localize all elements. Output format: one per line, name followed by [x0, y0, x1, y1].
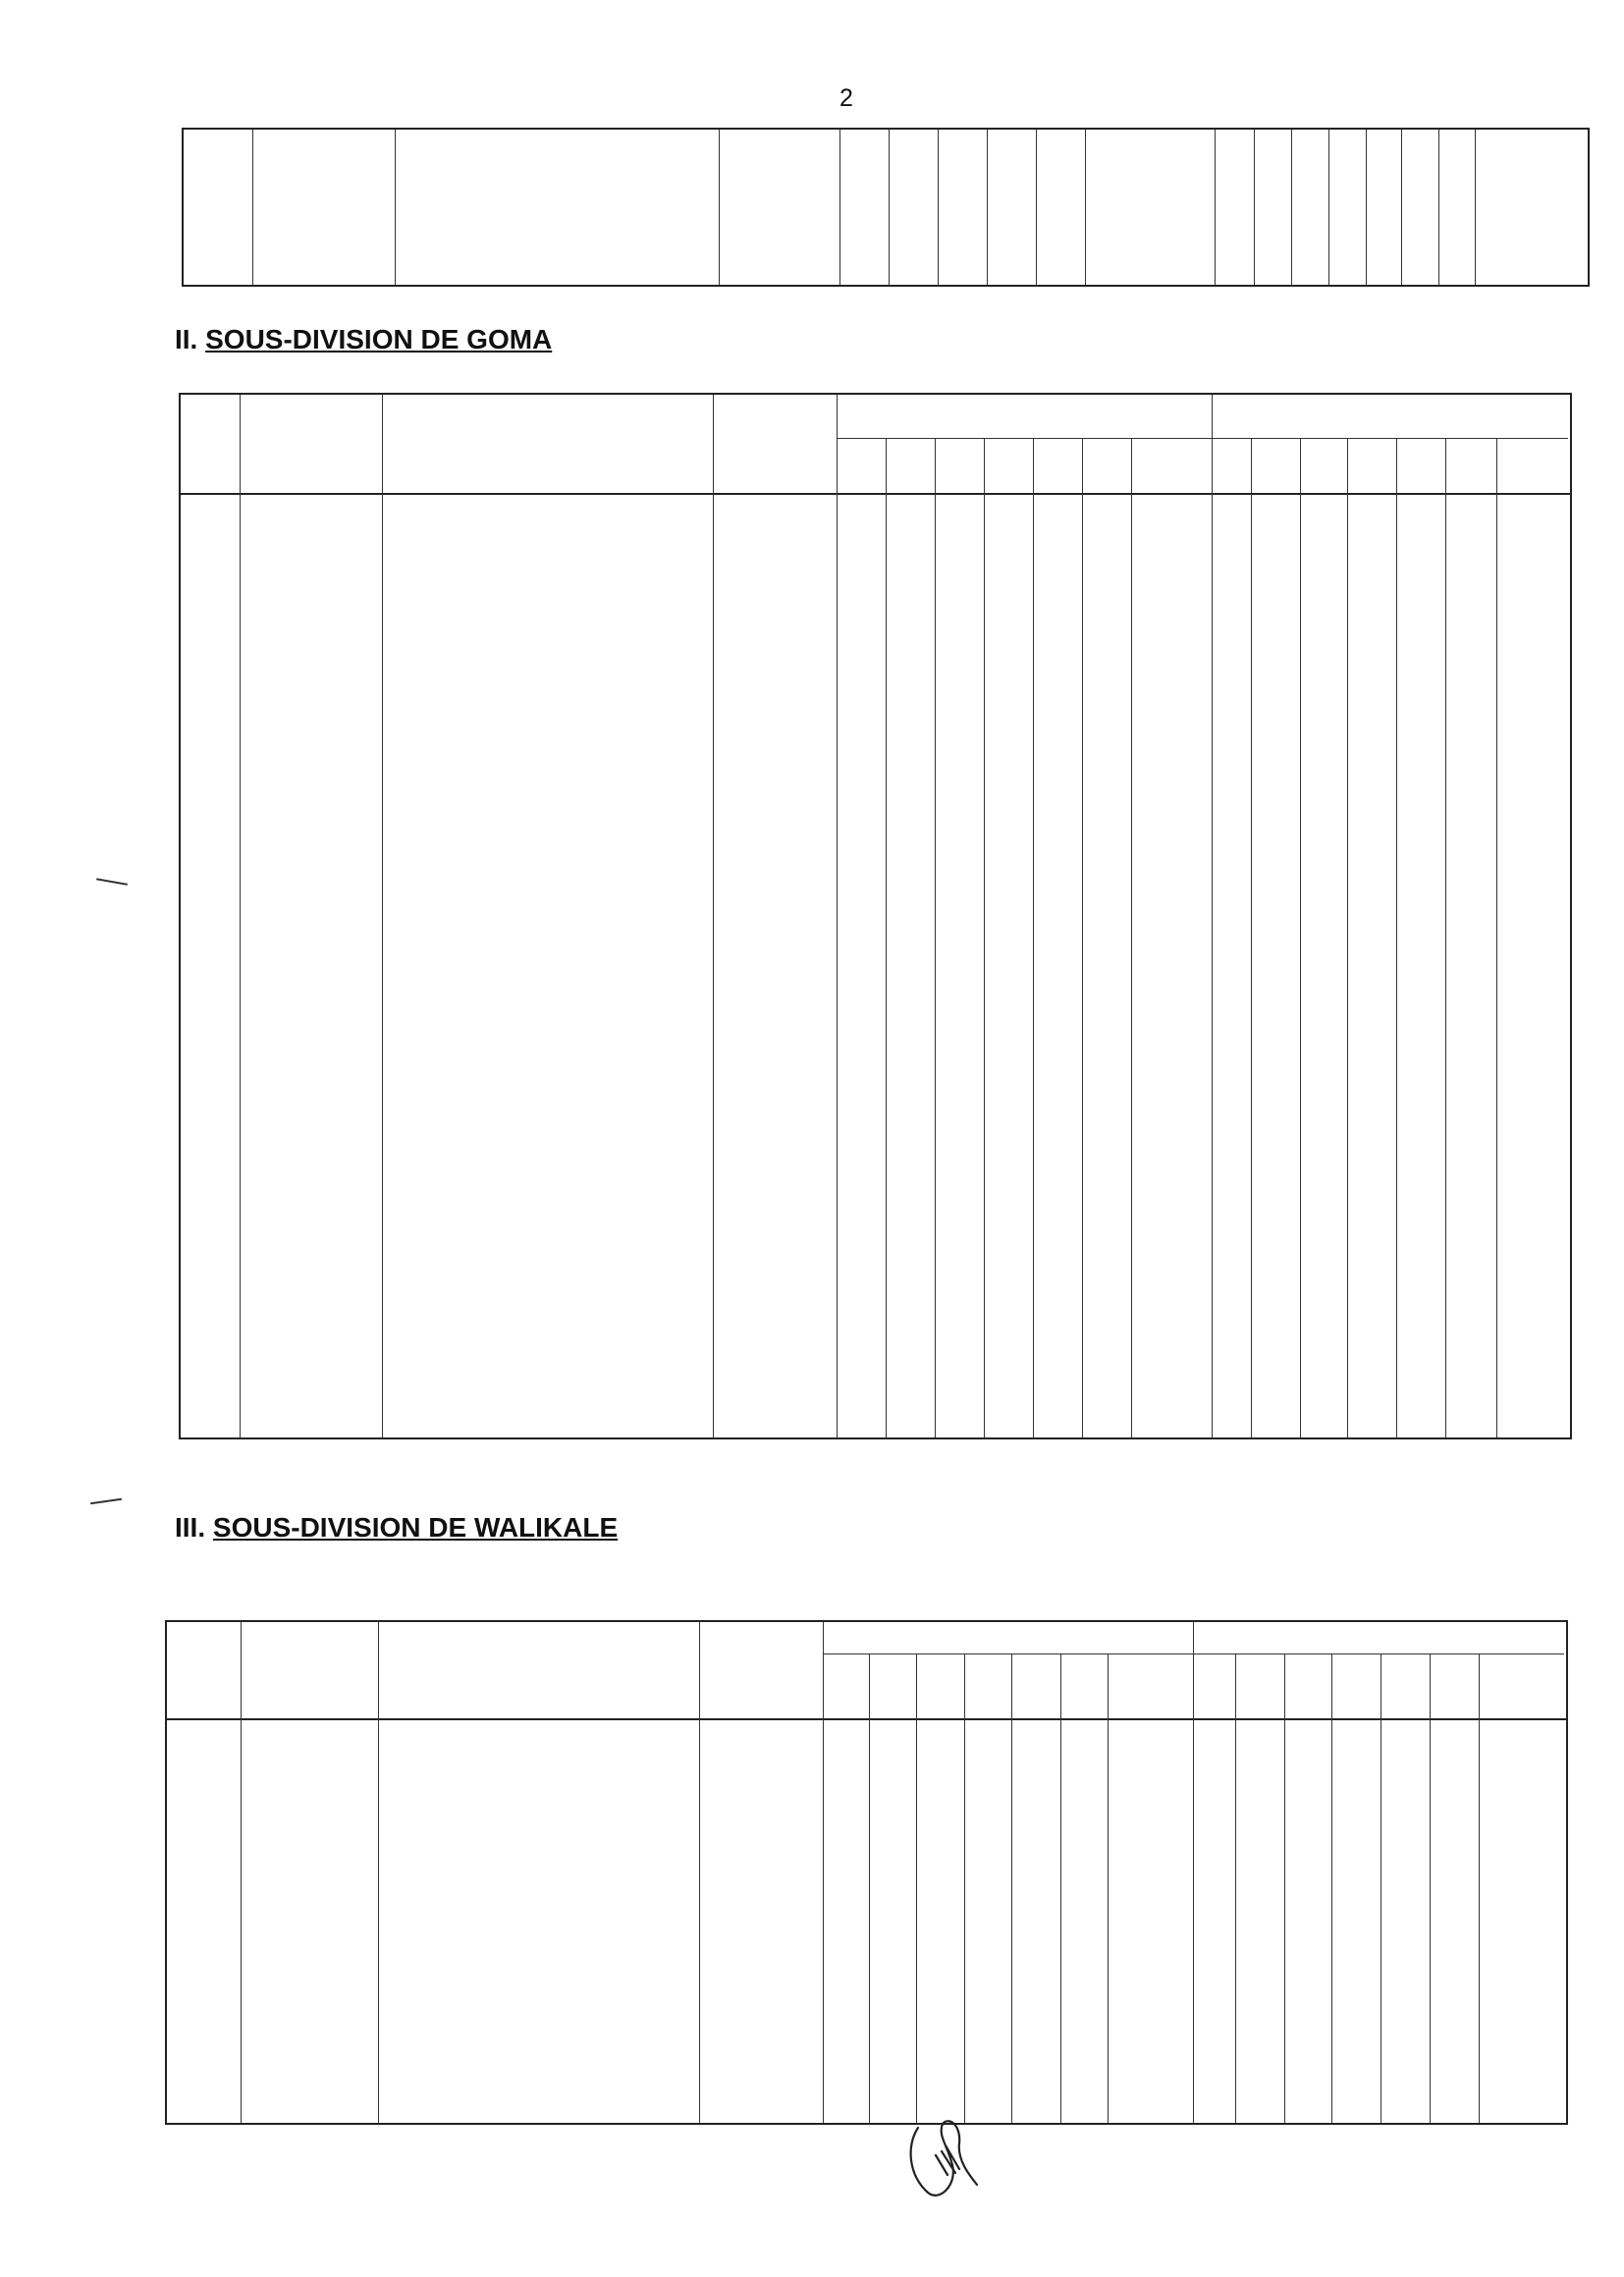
margin-mark — [96, 878, 128, 886]
column-divider — [1380, 1654, 1381, 2123]
column-divider — [1300, 438, 1301, 1437]
column-divider — [719, 130, 720, 285]
walikale-table — [165, 1620, 1568, 2125]
column-divider — [984, 438, 985, 1437]
column-divider — [1251, 438, 1252, 1437]
column-divider — [1215, 130, 1216, 285]
column-divider — [1131, 438, 1132, 1437]
column-divider — [1235, 1654, 1236, 2123]
column-divider — [938, 130, 939, 285]
column-divider — [987, 130, 988, 285]
section-title-text: SOUS-DIVISION DE GOMA — [205, 324, 553, 354]
column-divider — [1108, 1654, 1109, 2123]
top-table — [182, 128, 1590, 287]
column-divider — [1193, 1622, 1194, 2123]
signature — [898, 2116, 987, 2204]
column-divider — [1284, 1654, 1285, 2123]
column-divider — [916, 1654, 917, 2123]
column-divider — [1430, 1654, 1431, 2123]
column-divider — [1347, 438, 1348, 1437]
column-divider — [1328, 130, 1329, 285]
column-divider — [241, 1622, 242, 2123]
column-divider — [1331, 1654, 1332, 2123]
column-divider — [1366, 130, 1367, 285]
column-divider — [1212, 395, 1213, 1437]
column-divider — [1496, 438, 1497, 1437]
column-divider — [964, 1654, 965, 2123]
column-divider — [1254, 130, 1255, 285]
margin-mark — [90, 1498, 122, 1504]
column-divider — [1396, 438, 1397, 1437]
column-divider — [1033, 438, 1034, 1437]
column-divider — [1401, 130, 1402, 285]
column-divider — [935, 438, 936, 1437]
column-divider — [869, 1654, 870, 2123]
column-divider — [378, 1622, 379, 2123]
column-divider — [1475, 130, 1476, 285]
subheader-divider — [837, 438, 1212, 439]
column-divider — [1082, 438, 1083, 1437]
column-divider — [1085, 130, 1086, 285]
column-divider — [699, 1622, 700, 2123]
column-divider — [889, 130, 890, 285]
page-number: 2 — [839, 84, 853, 112]
column-divider — [1060, 1654, 1061, 2123]
section-prefix: III. — [175, 1512, 206, 1543]
column-divider — [240, 395, 241, 1437]
column-divider — [713, 395, 714, 1437]
column-divider — [823, 1622, 824, 2123]
column-divider — [886, 438, 887, 1437]
column-divider — [1291, 130, 1292, 285]
column-divider — [252, 130, 253, 285]
column-divider — [1036, 130, 1037, 285]
goma-table — [179, 393, 1572, 1439]
section-title-walikale — [175, 1512, 618, 1544]
column-divider — [395, 130, 396, 285]
column-divider — [837, 395, 838, 1437]
table-header — [181, 395, 1570, 495]
section-prefix: II. — [175, 324, 198, 354]
section-title-goma — [175, 324, 552, 355]
column-divider — [1445, 438, 1446, 1437]
column-divider — [382, 395, 383, 1437]
subheader-divider — [1212, 438, 1568, 439]
column-divider — [839, 130, 840, 285]
column-divider — [1438, 130, 1439, 285]
column-divider — [1479, 1654, 1480, 2123]
column-divider — [1011, 1654, 1012, 2123]
section-title-text: SOUS-DIVISION DE WALIKALE — [212, 1512, 619, 1543]
table-header — [167, 1622, 1566, 1720]
